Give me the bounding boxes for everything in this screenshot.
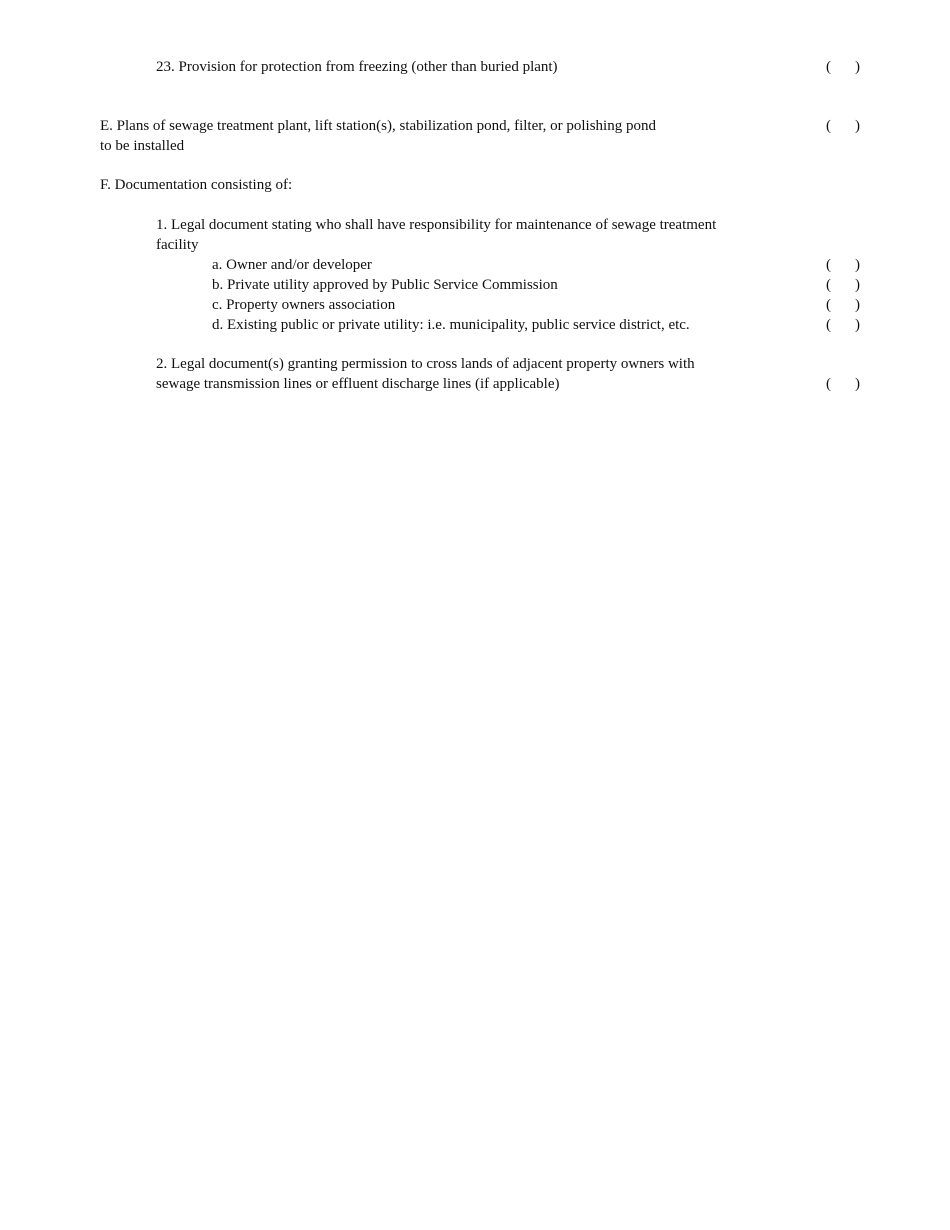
- option-d-existing-utility: d. Existing public or private utility: i.e. municipality, public service district, etc.: [212, 317, 690, 333]
- option-b-checkbox[interactable]: [826, 275, 860, 295]
- section-f-heading: F. Documentation consisting of:: [100, 177, 293, 193]
- section-f-item-2-checkbox[interactable]: [826, 374, 860, 394]
- section-e-checkbox[interactable]: [826, 116, 860, 136]
- section-e-line-1: E. Plans of sewage treatment plant, lift station(s), stabilization pond, filter, or polishing pond: [100, 118, 656, 134]
- option-b-private-utility: b. Private utility approved by Public Service Commission: [212, 277, 558, 293]
- checkbox-open-paren: (: [826, 376, 831, 392]
- section-e-line-2: to be installed: [100, 138, 185, 154]
- checkbox-close-paren: ): [855, 376, 860, 392]
- checkbox-close-paren: ): [855, 317, 860, 333]
- checkbox-open-paren: (: [826, 257, 831, 273]
- option-d-checkbox[interactable]: [826, 315, 860, 335]
- checkbox-open-paren: (: [826, 59, 831, 75]
- section-f-item-1-line-1: 1. Legal document stating who shall have responsibility for maintenance of sewage treatment: [156, 217, 717, 233]
- section-f-item-2-line-1: 2. Legal document(s) granting permission to cross lands of adjacent property owners with: [156, 356, 695, 372]
- checkbox-open-paren: (: [826, 297, 831, 313]
- section-f-item-2-line-2: sewage transmission lines or effluent discharge lines (if applicable): [156, 376, 560, 392]
- checkbox-close-paren: ): [855, 277, 860, 293]
- option-c-property-owners-association: c. Property owners association: [212, 297, 396, 313]
- item-23-text: 23. Provision for protection from freezing (other than buried plant): [156, 59, 558, 75]
- item-23-checkbox[interactable]: [826, 57, 860, 77]
- checkbox-open-paren: (: [826, 118, 831, 134]
- option-a-owner-developer: a. Owner and/or developer: [212, 257, 372, 273]
- checkbox-close-paren: ): [855, 59, 860, 75]
- checkbox-open-paren: (: [826, 317, 831, 333]
- checkbox-open-paren: (: [826, 277, 831, 293]
- checkbox-close-paren: ): [855, 257, 860, 273]
- option-a-checkbox[interactable]: [826, 255, 860, 275]
- option-c-checkbox[interactable]: [826, 295, 860, 315]
- checkbox-close-paren: ): [855, 297, 860, 313]
- checkbox-close-paren: ): [855, 118, 860, 134]
- section-f-item-1-line-2: facility: [156, 237, 199, 253]
